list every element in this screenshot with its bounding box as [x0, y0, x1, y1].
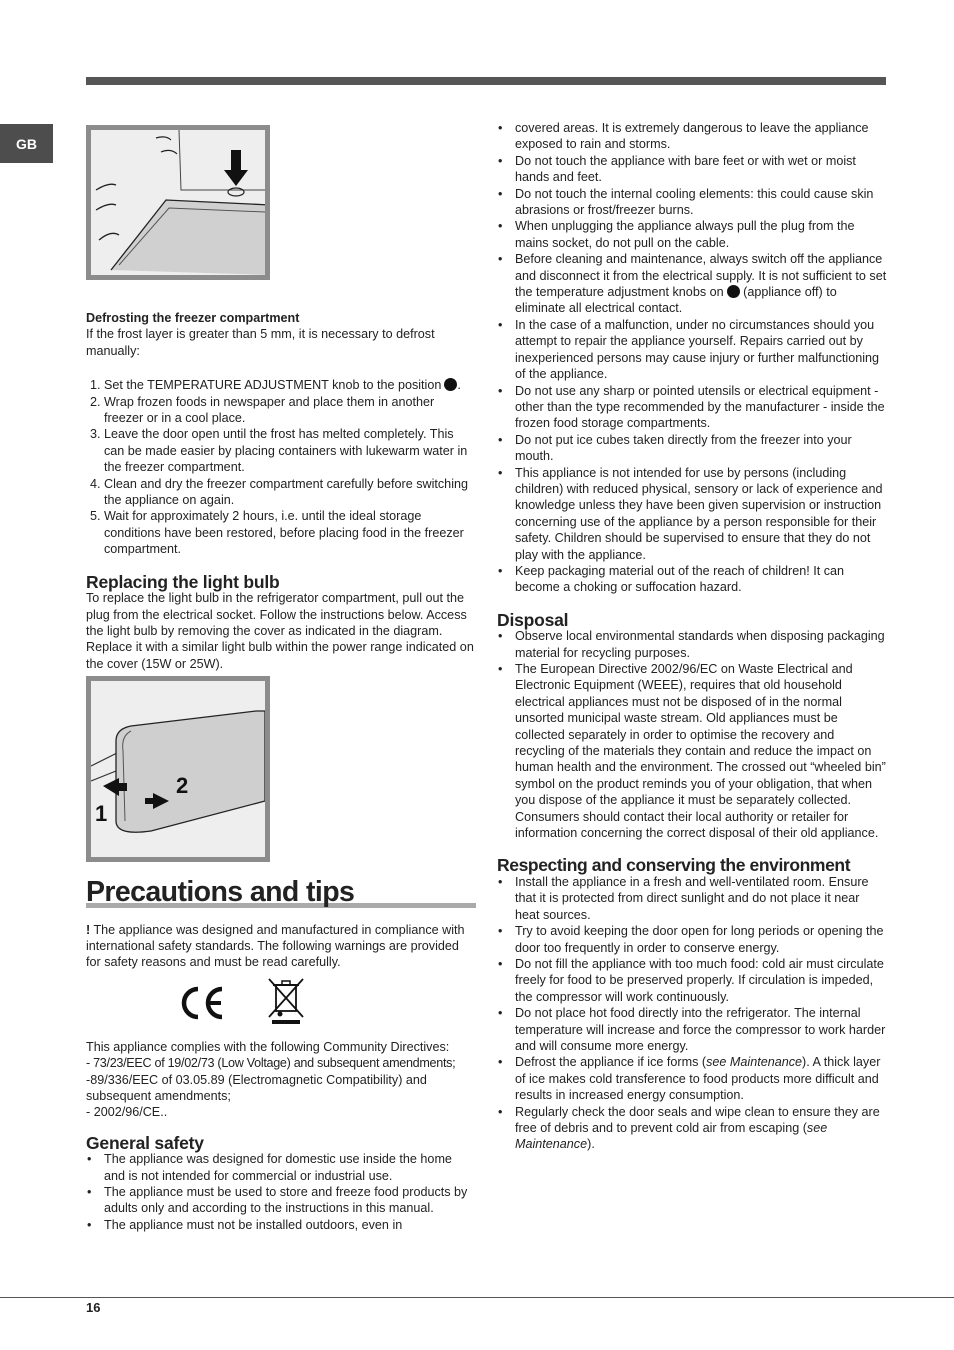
freezer-defrost-illustration: [86, 125, 270, 280]
step-1-label: 1: [95, 801, 108, 827]
directive-line: -89/336/EEC of 03.05.89 (Electromagnetic Compatibility) and subsequent amendments;: [86, 1072, 427, 1103]
light-bulb-cover-image: [91, 681, 265, 857]
defrost-heading: Defrosting the freezer compartment: [86, 311, 300, 325]
maintenance-reference: see Maintenance: [706, 1055, 803, 1070]
list-item: • Do not place hot food directly into the refrigerator. The internal temperature will increase and force the compressor to work harder and will consume more energy.: [515, 1005, 887, 1054]
general-safety-list-continued: [497, 120, 887, 596]
freezer-illustration-image: [91, 130, 265, 275]
bulb-text: To replace the light bulb in the refrigerator compartment, pull out the plug from the electrical socket. Follow the instructions below. Access the light bulb by removing the cover as indicated in the diagram. Replace it with a similar light bulb within the power range indicated on the cover (15W or 25W).: [86, 591, 474, 671]
general-safety-list: [86, 1151, 476, 1233]
list-item: 5. Wait for approximately 2 hours, i.e. until the ideal storage conditions have been restored, before placing food in the freezer compartment.: [104, 508, 476, 557]
page-number: 16: [86, 1300, 101, 1315]
list-item: • The European Directive 2002/96/EC on Waste Electrical and Electronic Equipment (WEEE), requires that old household electrical appliances must not be disposed of in the normal unsorted municipal waste stream. Old appliances must be collected separately in order to optimise the recovery and recycling of the materials they contain and reduce the impact on human health and the environment. The crossed out “wheeled bin” symbol on the product reminds you of your obligation, that when you dispose of the appliance it must be separately collected. Consumers should contact their local authority or retailer for information concerning the correct disposal of their old appliance.: [515, 661, 887, 841]
ce-mark-icon: [176, 985, 228, 1021]
directives-intro: This appliance complies with the following Community Directives:: [86, 1039, 450, 1054]
precautions-intro: ! The appliance was designed and manufactured in compliance with international safety standards. The following warnings are provided for safety reasons and must be read carefully.: [86, 922, 465, 970]
environment-heading: Respecting and conserving the environment: [497, 855, 851, 876]
maintenance-reference: see Maintenance: [515, 1120, 828, 1152]
environment-list: [497, 874, 887, 1153]
list-item: • When unplugging the appliance always pull the plug from the mains socket, do not pull on the cable.: [515, 218, 887, 251]
warning-mark: !: [86, 922, 91, 937]
language-tab: GB: [0, 124, 53, 163]
precautions-title: Precautions and tips: [86, 884, 476, 907]
list-item: • Try to avoid keeping the door open for long periods or opening the door too frequently in order to conserve energy.: [515, 923, 887, 956]
disposal-heading: Disposal: [497, 609, 569, 630]
bulb-heading: Replacing the light bulb: [86, 571, 280, 592]
right-column: [497, 120, 887, 1153]
certification-marks: [86, 977, 476, 1039]
list-item: 2. Wrap frozen foods in newspaper and place them in another freezer or in a cool place.: [104, 394, 476, 427]
list-item: • Before cleaning and maintenance, always switch off the appliance and disconnect it from the electrical supply. It is not sufficient to set the temperature adjustment knobs on (appliance off) to eliminate all electrical contact.: [515, 251, 887, 317]
list-item: • The appliance must be used to store and freeze food products by adults only and according to the instructions in this manual.: [104, 1184, 476, 1217]
list-item: • This appliance is not intended for use by persons (including children) with reduced physical, sensory or lack of experience and knowledge unless they have been given supervision or instruction concerning use of the appliance by a person responsible for their safety. Children should be supervised to ensure that they do not play with the appliance.: [515, 465, 887, 563]
step-2-label: 2: [176, 773, 189, 799]
footer-rule: [0, 1297, 954, 1298]
defrost-steps: [86, 377, 476, 557]
list-item: • Keep packaging material out of the reach of children! It can become a choking or suffocation hazard.: [515, 563, 887, 596]
directive-line: - 2002/96/CE..: [86, 1105, 168, 1120]
off-position-icon: [727, 285, 740, 298]
list-item: • In the case of a malfunction, under no circumstances should you attempt to repair the appliance yourself. Repairs carried out by inexperienced persons may cause injury or further malfunctioning of the appliance.: [515, 317, 887, 383]
off-position-icon: [444, 378, 457, 391]
list-item: • Regularly check the door seals and wipe clean to ensure they are free of debris and to prevent cold air from escaping (see Maintenance).: [515, 1104, 887, 1153]
list-item: • The appliance must not be installed outdoors, even in: [104, 1217, 476, 1233]
list-item: • Defrost the appliance if ice forms (see Maintenance). A thick layer of ice makes cold transference to food products more difficult and results in increased energy consumption.: [515, 1054, 887, 1103]
disposal-list: [497, 628, 887, 841]
list-item: • The appliance was designed for domestic use inside the home and is not intended for commercial or industrial use.: [104, 1151, 476, 1184]
general-safety-heading: General safety: [86, 1132, 204, 1153]
list-item: 3. Leave the door open until the frost has melted completely. This can be made easier by placing containers with lukewarm water in the freezer compartment.: [104, 426, 476, 475]
defrost-intro: If the frost layer is greater than 5 mm, it is necessary to defrost manually:: [86, 327, 435, 358]
left-column: [86, 125, 476, 1233]
list-item: • Do not touch the internal cooling elements: this could cause skin abrasions or frost/freezer burns.: [515, 186, 887, 219]
list-item: • Do not put ice cubes taken directly from the freezer into your mouth.: [515, 432, 887, 465]
list-item: • Do not fill the appliance with too much food: cold air must circulate freely for food to be preserved properly. If circulation is impeded, the compressor will work continuously.: [515, 956, 887, 1005]
list-item: • Do not use any sharp or pointed utensils or electrical equipment - other than the type recommended by the manufacturer - inside the frozen food storage compartments.: [515, 383, 887, 432]
list-item: • Do not touch the appliance with bare feet or with wet or moist hands and feet.: [515, 153, 887, 186]
list-item: • Install the appliance in a fresh and well-ventilated room. Ensure that it is protected from direct sunlight and do not place it near heat sources.: [515, 874, 887, 923]
list-item: 4. Clean and dry the freezer compartment carefully before switching the appliance on again.: [104, 476, 476, 509]
list-item: • Observe local environmental standards when disposing packaging material for recycling purposes.: [515, 628, 887, 661]
crossed-bin-icon: [266, 977, 306, 1025]
top-rule: [86, 77, 886, 85]
list-item-continued: • covered areas. It is extremely dangerous to leave the appliance exposed to rain and storms.: [515, 120, 887, 153]
directive-line: - 73/23/EEC of 19/02/73 (Low Voltage) and subsequent amendments;: [86, 1056, 456, 1071]
list-item: 1. Set the TEMPERATURE ADJUSTMENT knob to the position .: [104, 377, 476, 393]
light-bulb-illustration: [86, 676, 270, 862]
